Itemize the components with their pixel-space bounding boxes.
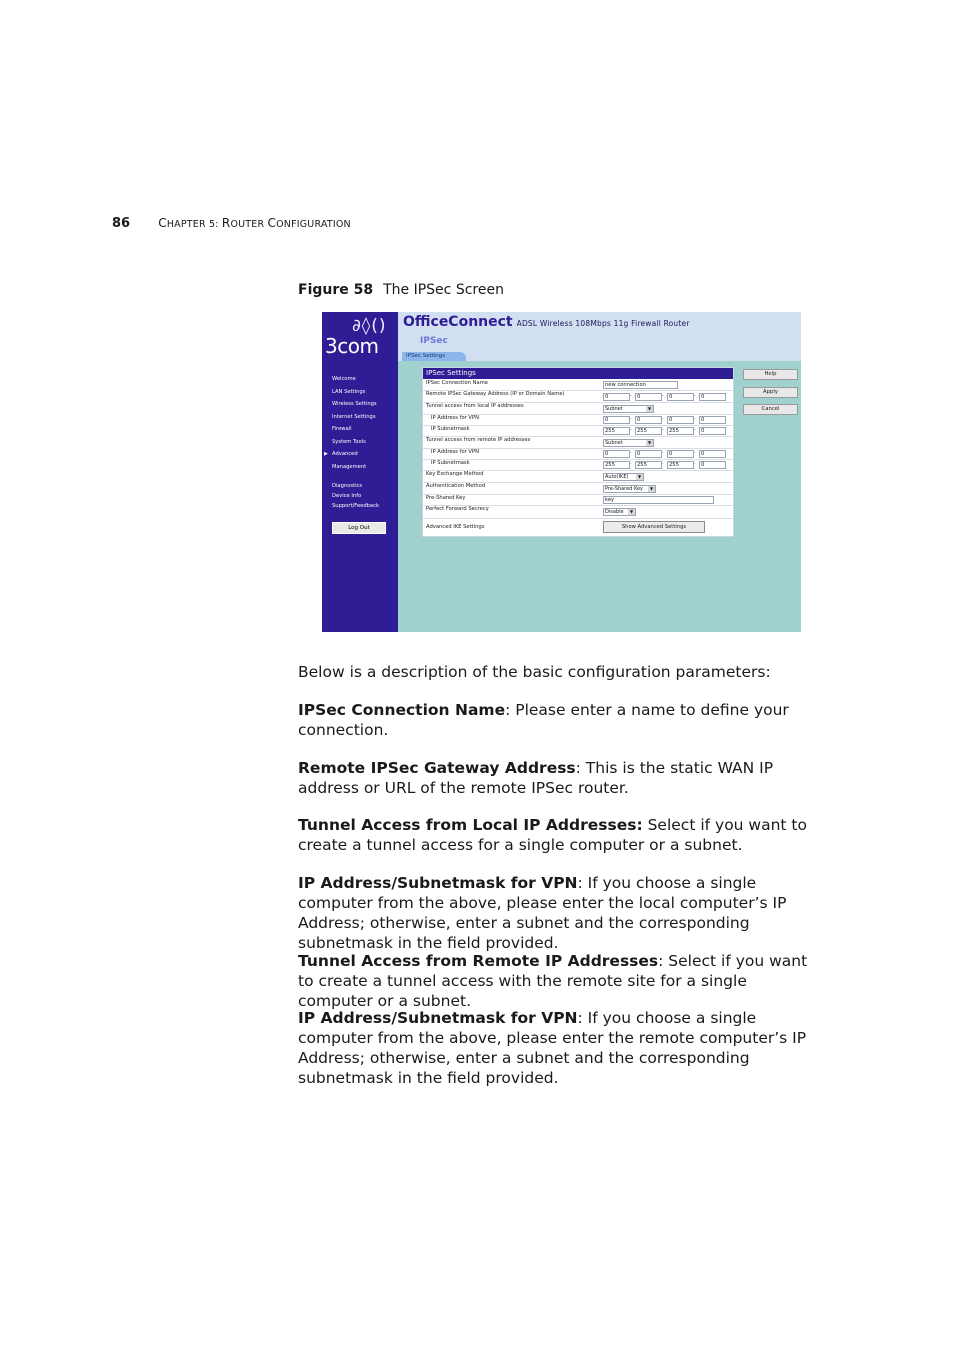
nav-device-info[interactable]: Device Info: [332, 493, 362, 499]
row-local-mask: IP Subnetmask 255 . 255 . 255 . 0: [423, 426, 733, 437]
logout-button[interactable]: Log Out: [332, 522, 386, 534]
row-auth-method: Authentication Method Pre-Shared Key ▼: [423, 483, 733, 495]
param-local-ip-mask: IP Address/Subnetmask for VPN: If you choose a single computer from the above, please enter the local computer’s IP Address; otherwise, enter a subnet and the corresponding subnetmask in the field provided.: [298, 874, 787, 952]
ipsec-settings-panel: [422, 367, 734, 537]
brand: OfficeConnect ADSL Wireless 108Mbps 11g Firewall Router: [403, 314, 690, 330]
remote-mask-4[interactable]: 0: [699, 461, 726, 469]
gateway-ip-3[interactable]: 0: [667, 393, 694, 401]
row-key-exchange: Key Exchange Method Auto(IKE) ▼: [423, 471, 733, 483]
connection-name-input[interactable]: new connection: [603, 381, 678, 389]
local-ip-1[interactable]: 0: [603, 416, 630, 424]
row-gateway: Remote IPSec Gateway Address (IP or Domain Name) 0 . 0 . 0 . 0: [423, 391, 733, 403]
nav-diagnostics[interactable]: Diagnostics: [332, 483, 363, 489]
param-remote-ip-mask: IP Address/Subnetmask for VPN: If you choose a single computer from the above, please enter the remote computer’s IP Address; otherwise, enter a subnet and the corresponding subnetmask in the field provided.: [298, 1009, 807, 1087]
row-advanced-ike: Advanced IKE Settings Show Advanced Settings: [423, 521, 733, 533]
pre-shared-key-input[interactable]: key: [603, 496, 714, 504]
local-mask-3[interactable]: 255: [667, 427, 694, 435]
local-ip-4[interactable]: 0: [699, 416, 726, 424]
chevron-down-icon: ▼: [647, 406, 652, 411]
nav-internet-settings[interactable]: Internet Settings: [332, 413, 376, 420]
figure-caption: [298, 282, 504, 298]
row-connection-name: IPSec Connection Name new connection: [423, 380, 733, 391]
apply-button[interactable]: Apply: [743, 387, 798, 398]
remote-ip-1[interactable]: 0: [603, 450, 630, 458]
nav-welcome[interactable]: Welcome: [332, 376, 356, 382]
param-remote-access: Tunnel Access from Remote IP Addresses: Select if you want to create a tunnel access with the remote site for a single computer or a subnet.: [298, 952, 808, 1010]
row-local-access: Tunnel access from local IP addresses Subnet ▼: [423, 403, 733, 415]
figure-label: Figure 58: [298, 282, 374, 298]
nav-advanced[interactable]: ▶ Advanced: [332, 448, 398, 461]
top-banner: [398, 312, 801, 361]
page-number: 86: [112, 216, 131, 231]
nav-wireless-settings[interactable]: Wireless Settings: [332, 401, 377, 407]
help-button[interactable]: Help: [743, 369, 798, 380]
chevron-down-icon: ▼: [629, 509, 634, 514]
nav-system-tools[interactable]: System Tools: [332, 438, 366, 445]
row-local-ip: IP Address for VPN 0 . 0 . 0 . 0: [423, 415, 733, 426]
pfs-select[interactable]: Disable ▼: [603, 508, 636, 516]
gateway-ip-1[interactable]: 0: [603, 393, 630, 401]
tab-ipsec-settings[interactable]: IPSec Settings: [402, 352, 466, 361]
chapter-title: CHAPTER 5: ROUTER CONFIGURATION: [158, 216, 351, 230]
chevron-down-icon: ▼: [649, 486, 654, 491]
param-connection-name: IPSec Connection Name: Please enter a name to define your connection.: [298, 701, 789, 739]
row-remote-access: Tunnel access from remote IP addresses Subnet ▼: [423, 437, 733, 449]
sidebar-nav: [324, 373, 398, 511]
page-header: [112, 216, 351, 231]
row-remote-ip: IP Address for VPN 0 . 0 . 0 . 0: [423, 449, 733, 460]
remote-ip-2[interactable]: 0: [635, 450, 662, 458]
param-gateway-address: Remote IPSec Gateway Address: This is the static WAN IP address or URL of the remote IPSec router.: [298, 759, 774, 797]
chevron-down-icon: ▼: [647, 440, 652, 445]
remote-mask-1[interactable]: 255: [603, 461, 630, 469]
nav-lan-settings[interactable]: LAN Settings: [332, 388, 366, 395]
local-access-select[interactable]: Subnet ▼: [603, 405, 654, 413]
nav-management[interactable]: Management: [332, 463, 367, 470]
remote-access-select[interactable]: Subnet ▼: [603, 439, 654, 447]
row-pfs: Perfect Forward Secrecy Disable ▼: [423, 506, 733, 519]
show-advanced-settings-button[interactable]: Show Advanced Settings: [603, 521, 705, 533]
sidebar: [322, 312, 398, 632]
remote-ip-3[interactable]: 0: [667, 450, 694, 458]
panel-title: IPSec Settings: [423, 368, 733, 379]
ipsec-screenshot: [322, 312, 801, 632]
row-remote-mask: IP Subnetmask 255 . 255 . 255 . 0: [423, 460, 733, 471]
nav-firewall[interactable]: Firewall: [332, 426, 352, 432]
logo-text: 3com: [325, 334, 379, 358]
auth-method-select[interactable]: Pre-Shared Key ▼: [603, 485, 656, 493]
3com-logo-icon: ∂◊(): [352, 316, 387, 336]
chevron-down-icon: ▼: [637, 474, 642, 479]
local-mask-1[interactable]: 255: [603, 427, 630, 435]
arrow-right-icon: ▶: [324, 451, 328, 457]
remote-mask-2[interactable]: 255: [635, 461, 662, 469]
key-exchange-select[interactable]: Auto(IKE) ▼: [603, 473, 644, 481]
local-ip-3[interactable]: 0: [667, 416, 694, 424]
nav-support-feedback[interactable]: Support/Feedback: [332, 503, 379, 509]
cancel-button[interactable]: Cancel: [743, 404, 798, 415]
gateway-ip-4[interactable]: 0: [699, 393, 726, 401]
param-local-access: Tunnel Access from Local IP Addresses: Select if you want to create a tunnel access for a single computer or a subnet.: [298, 816, 807, 854]
row-pre-shared-key: Pre-Shared Key key: [423, 495, 733, 506]
remote-mask-3[interactable]: 255: [667, 461, 694, 469]
figure-title: The IPSec Screen: [383, 282, 504, 298]
gateway-ip-2[interactable]: 0: [635, 393, 662, 401]
section-title: IPSec: [420, 336, 448, 346]
remote-ip-4[interactable]: 0: [699, 450, 726, 458]
local-mask-2[interactable]: 255: [635, 427, 662, 435]
local-ip-2[interactable]: 0: [635, 416, 662, 424]
local-mask-4[interactable]: 0: [699, 427, 726, 435]
intro-paragraph: Below is a description of the basic configuration parameters:: [298, 663, 771, 681]
